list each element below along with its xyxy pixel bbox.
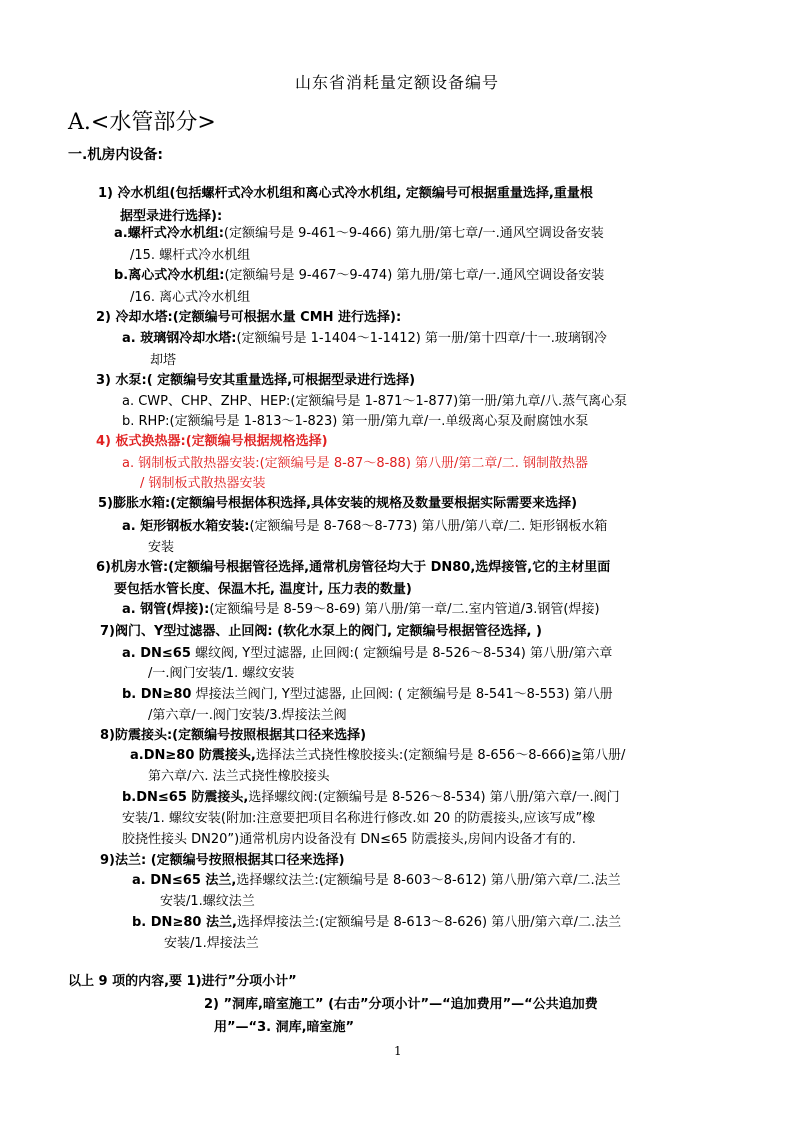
item-2-heading: 2) 冷却水塔:(定额编号可根据水量 CMH 进行选择): [96, 310, 402, 325]
summary-line-2: 2) ”洞库,暗室施工” (右击”分项小计”—“追加费用”—“公共追加费 [204, 997, 598, 1012]
item-7b-cont: /第六章/一.阀门安装/3.焊接法兰阀 [148, 708, 347, 723]
item-4-heading: 4) 板式换热器:(定额编号根据规格选择) [96, 434, 328, 449]
page-number: 1 [394, 1044, 402, 1058]
item-6-heading-cont: 要包括水管长度、保温木托, 温度计, 压力表的数量) [114, 582, 412, 597]
item-2a-cont: 却塔 [150, 353, 177, 368]
item-9-heading: 9)法兰: (定额编号按照根据其口径来选择) [100, 853, 345, 868]
item-1b: b.离心式冷水机组:(定额编号是 9-467～9-474) 第九册/第七章/一.通风空调设备安装 [114, 268, 605, 283]
item-1a-cont: /15. 螺杆式冷水机组 [130, 248, 251, 263]
item-7-heading: 7)阀门、Y型过滤器、止回阀: (软化水泵上的阀门, 定额编号根据管径选择, ) [100, 624, 542, 639]
item-8b-cont-2: 胶挠性接头 DN20”)通常机房内设备没有 DN≤65 防震接头,房间内设备才有的. [122, 832, 576, 847]
item-5a-cont: 安装 [148, 540, 175, 555]
item-9a: a. DN≤65 法兰,选择螺纹法兰:(定额编号是 8-603～8-612) 第八册/第六章/二.法兰 [132, 873, 621, 888]
item-1b-cont: /16. 离心式冷水机组 [130, 290, 251, 305]
item-8a-cont: 第六章/六. 法兰式挠性橡胶接头 [148, 769, 330, 784]
summary-line-1: 以上 9 项的内容,要 1)进行”分项小计” [68, 974, 297, 989]
item-7b: b. DN≥80 焊接法兰阀门, Y型过滤器, 止回阀: ( 定额编号是 8-541～8-553) 第八册 [122, 687, 613, 702]
item-7a: a. DN≤65 螺纹阀, Y型过滤器, 止回阀:( 定额编号是 8-526～8-534) 第八册/第六章 [122, 646, 613, 661]
item-6a: a. 钢管(焊接):(定额编号是 8-59～8-69) 第八册/第一章/二.室内管道/3.钢管(焊接) [122, 602, 600, 617]
item-1a: a.螺杆式冷水机组:(定额编号是 9-461～9-466) 第九册/第七章/一.通风空调设备安装 [114, 226, 604, 241]
item-6-heading: 6)机房水管:(定额编号根据管径选择,通常机房管径均大于 DN80,选焊接管,它的主材里面 [96, 560, 611, 575]
item-3b: b. RHP:(定额编号是 1-813～1-823) 第一册/第九章/一.单级离心泵及耐腐蚀水泵 [122, 414, 589, 429]
item-2a: a. 玻璃钢冷却水塔:(定额编号是 1-1404～1-1412) 第一册/第十四章/十一.玻璃钢冷 [122, 331, 607, 346]
item-1-heading: 1) 冷水机组(包括螺杆式冷水机组和离心式冷水机组, 定额编号可根据重量选择,重量根 [98, 186, 593, 201]
item-9b-cont: 安装/1.焊接法兰 [164, 936, 259, 951]
item-7a-cont: /一.阀门安装/1. 螺纹安装 [148, 666, 295, 681]
item-8b-cont-1: 安装/1. 螺纹安装(附加:注意要把项目名称进行修改.如 20 的防震接头,应该写成”橡 [122, 811, 596, 826]
item-5-heading: 5)膨胀水箱:(定额编号根据体积选择,具体安装的规格及数量要根据实际需要来选择) [98, 496, 578, 511]
document-title: 山东省消耗量定额设备编号 [294, 73, 499, 92]
item-8-heading: 8)防震接头:(定额编号按照根据其口径来选择) [100, 728, 367, 743]
item-4a: a. 钢制板式散热器安装:(定额编号是 8-87～8-88) 第八册/第二章/二. 钢制散热器 [122, 456, 589, 471]
item-5a: a. 矩形钢板水箱安装:(定额编号是 8-768～8-773) 第八册/第八章/二. 矩形钢板水箱 [122, 519, 608, 534]
item-3a: a. CWP、CHP、ZHP、HEP:(定额编号是 1-871～1-877)第一册/第九章/八.蒸气离心泵 [122, 394, 628, 409]
summary-line-3: 用”—“3. 洞库,暗室施” [214, 1020, 355, 1035]
item-8a: a.DN≥80 防震接头,选择法兰式挠性橡胶接头:(定额编号是 8-656～8-666)≧第八册/ [130, 748, 626, 763]
item-4a-cont: / 钢制板式散热器安装 [140, 476, 266, 491]
item-9b: b. DN≥80 法兰,选择焊接法兰:(定额编号是 8-613～8-626) 第八册/第六章/二.法兰 [132, 915, 622, 930]
subsection-heading: 一.机房内设备: [68, 147, 163, 163]
item-8b: b.DN≤65 防震接头,选择螺纹阀:(定额编号是 8-526～8-534) 第八册/第六章/一.阀门 [122, 790, 620, 805]
item-1-heading-cont: 据型录进行选择): [120, 209, 223, 224]
item-3-heading: 3) 水泵:( 定额编号安其重量选择,可根据型录进行选择) [96, 373, 416, 388]
item-9a-cont: 安装/1.螺纹法兰 [160, 894, 255, 909]
section-heading: A.<水管部分> [68, 110, 216, 135]
